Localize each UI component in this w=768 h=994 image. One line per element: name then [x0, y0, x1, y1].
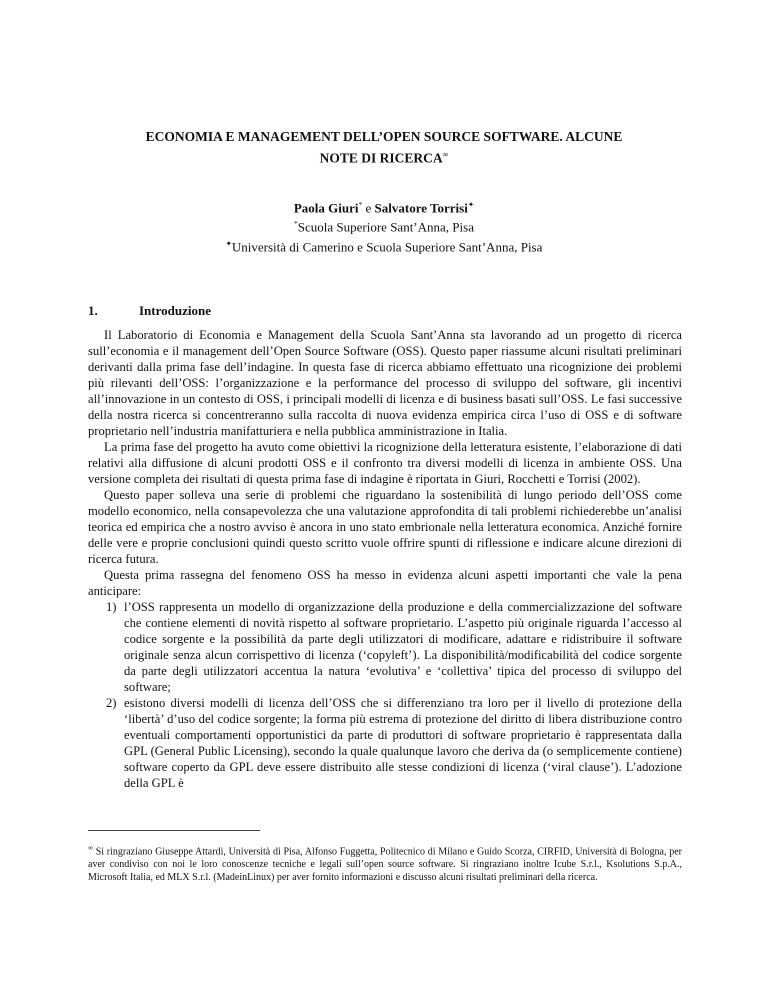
paragraph: Il Laboratorio di Economia e Management della Scuola Sant’Anna sta lavorando ad un progetto di ricerca sull’economia e il management dell’Open Source Software (OSS). Questo paper riassume alcuni risultati preliminari derivanti dalla prima fase dell’indagine. In questa fase di ricerca abbiamo effettuato una ricognizione dei problemi più rilevanti dell’OSS: l’organizzazione e la performance del processo di sviluppo del software, gli incentivi all’innovazione in un contesto di OSS, i principali modelli di licenza e di business basati sull’OSS. Le fasi successive della nostra ricerca si concentreranno sulla raccolta di nuova evidenza empirica circa l’uso di OSS e di software proprietario nell’industria manifatturiera e nella pubblica amministrazione in Italia. — [88, 328, 682, 438]
affiliation-2-text: Università di Camerino e Scuola Superiore Sant’Anna, Pisa — [231, 238, 543, 254]
paragraph: Questo paper solleva una serie di problemi che riguardano la sostenibilità di lungo periodo dell’OSS come modello economico, nella consapevolezza che una valutazione approfondita di tali problemi richiederebbe un’analisi teorica ed empirica che a nostro avviso è ancora in uno stato embrionale nella letteratura economica. Anziché fornire delle vere e proprie conclusioni quindi questo scritto vuole offrire spunti di riflessione e indicare alcune direzioni di ricerca futura. — [88, 488, 682, 566]
footnote-text: Si ringraziano Giuseppe Attardi, Università di Pisa, Alfonso Fuggetta, Politecnico di Milano e Guido Scorza, CIRFID, Università di Bologna, per aver condiviso con noi le loro conoscenze tecniche e legali sull’open source software. Si ringraziano inoltre Icube S.r.l., Ksolutions S.p.A., Microsoft Italia, ed MLX S.r.l. (MadeinLinux) per aver fornito informazioni e discusso alcuni risultati preliminari della ricerca. — [88, 846, 682, 884]
author-1: Paola Giuri — [293, 200, 359, 216]
body-text — [88, 327, 682, 791]
author-2-mark: ✦ — [467, 200, 475, 209]
author-names — [90, 197, 678, 216]
author-conjunction: e — [365, 200, 372, 216]
affiliation-1-mark: * — [294, 219, 298, 229]
section-number: 1. — [88, 303, 98, 318]
list-marker: 2) — [106, 696, 117, 710]
author-block — [90, 197, 678, 255]
list-item — [88, 599, 682, 695]
list-item — [88, 695, 682, 791]
list-item-text: esistono diversi modelli di licenza dell’OSS che si differenziano tra loro per il livello di protezione della ‘libertà’ d’uso del codice sorgente; la forma più estrema di protezione del diritto di libera distribuzione contro eventuali comportamenti opportunistici da parte di produttori di software proprietario è rappresentata dalla GPL (General Public Licensing), secondo la quale qualunque lavoro che deriva da (o semplicemente contiene) software coperto da GPL deve essere distribuito alle stesse condizioni di licenza (‘viral clause’). L’adozione della GPL è — [124, 696, 682, 790]
title-line-2-text: NOTE DI RICERCA — [319, 150, 443, 166]
author-1-mark: * — [358, 200, 363, 209]
paragraph: La prima fase del progetto ha avuto come obiettivi la ricognizione della letteratura esistente, l’elaborazione di dati relativi alla diffusione di alcuni prodotti OSS e il confronto tra diversi modelli di licenza in ambiente OSS. Una versione completa dei risultati di questa prima fase di indagine è riportata in Giuri, Rocchetti e Torrisi (2002). — [88, 440, 682, 486]
title-footnote-mark: ∞ — [442, 150, 449, 159]
list-marker: 1) — [106, 600, 117, 614]
affiliation-1 — [90, 216, 678, 235]
paper-title — [90, 128, 678, 168]
section-title: Introduzione — [139, 303, 211, 318]
footnote — [88, 842, 682, 884]
footnote-separator — [88, 830, 260, 831]
list-item-text: l’OSS rappresenta un modello di organizzazione della produzione e della commercializzazione del software che contiene elementi di novità rispetto al software proprietario. L’aspetto più originale riguarda l’accesso al codice sorgente e la possibilità da parte degli utilizzatori di modificare, adattare e ridistribuire il software originale senza alcun corrispettivo di licenza (‘copyleft’). La disponibilità/modificabilità del codice sorgente da parte degli utilizzatori accentua la natura ‘evolutiva’ e ‘collettiva’ tipica del processo di sviluppo del software; — [124, 600, 682, 694]
title-line-2 — [90, 146, 678, 168]
section-heading — [88, 303, 211, 319]
numbered-list — [88, 599, 682, 791]
paragraph: Questa prima rassegna del fenomeno OSS ha messo in evidenza alcuni aspetti importanti che vale la pena anticipare: — [88, 568, 682, 598]
affiliation-2 — [90, 236, 678, 255]
affiliation-1-text: Scuola Superiore Sant’Anna, Pisa — [297, 219, 474, 235]
affiliation-2-mark: ✦ — [225, 238, 232, 248]
title-line-1: ECONOMIA E MANAGEMENT DELL’OPEN SOURCE SOFTWARE. ALCUNE — [145, 129, 623, 144]
author-2: Salvatore Torrisi — [374, 200, 468, 216]
footnote-mark: ∞ — [88, 844, 93, 852]
